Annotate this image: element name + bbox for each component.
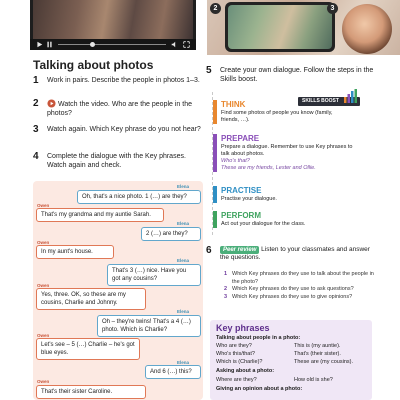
question-number: 1 xyxy=(224,271,228,277)
video-play-icon[interactable] xyxy=(47,99,56,108)
peer-review-badge: Peer review xyxy=(220,246,259,254)
step-text: Listen to your classmates and answer the questions. xyxy=(220,246,370,261)
question-number: 2 xyxy=(224,286,228,292)
photo-strip xyxy=(0,0,400,55)
girl-portrait xyxy=(342,4,392,54)
dialogue-bubble-owen: In my aunt's house. xyxy=(36,245,114,259)
video-thumbnail xyxy=(33,0,193,39)
key-phrase: This is (my auntie). xyxy=(294,343,341,349)
section-title: Talking about photos xyxy=(33,58,154,72)
speaker-label: Elena xyxy=(177,309,190,314)
phone-photo xyxy=(225,2,335,52)
fullscreen-icon[interactable] xyxy=(183,41,190,48)
skills-head: PREPARE xyxy=(221,134,260,143)
skills-block-think xyxy=(213,100,363,124)
question-item xyxy=(224,294,374,302)
pause-icon[interactable] xyxy=(46,41,53,48)
dialogue-bubble-elena: 2 (…) are they? xyxy=(141,227,201,241)
speaker-label: Owen xyxy=(37,240,50,245)
speaker-label: Owen xyxy=(37,203,50,208)
speaker-label: Elena xyxy=(177,258,190,263)
dialogue-bubble-owen: Yes, three. OK, so these are my cousins, Charlie and Johnny. xyxy=(36,288,146,310)
key-phrase: That's (their sister). xyxy=(294,351,341,357)
question-text: Which Key phrases do they use to ask questions? xyxy=(232,286,354,292)
dialogue-bubble-elena: Oh – they're twins! That's a 4 (…) photo. Which is Charlie? xyxy=(97,315,201,337)
dialogue-bubble-owen: Let's see – 5 (…) Charlie – he's got blue eyes. xyxy=(36,338,140,360)
step-5 xyxy=(206,66,374,84)
key-phrase: Who's this/that? xyxy=(216,351,255,357)
phone-screen xyxy=(228,5,332,49)
photo-phone-and-girl xyxy=(207,0,400,55)
key-phrase: Which is (Charlie)? xyxy=(216,359,263,365)
speaker-label: Elena xyxy=(177,184,190,189)
step-number: 5 xyxy=(206,65,212,76)
photo-number-badge: 3 xyxy=(327,3,338,14)
step-2 xyxy=(33,99,205,118)
speaker-label: Elena xyxy=(177,221,190,226)
step-text: Watch again. Which Key phrase do you not hear? xyxy=(47,126,201,133)
dialogue-bubble-elena: Oh, that's a nice photo. 1 (…) are they? xyxy=(77,190,201,204)
video-progress-track[interactable] xyxy=(58,44,166,45)
step-1 xyxy=(33,76,205,85)
step-text: Complete the dialogue with the Key phrases. Watch again and check. xyxy=(47,153,186,169)
video-controls xyxy=(30,39,196,50)
question-number: 3 xyxy=(224,293,228,300)
skills-text: Practise your dialogue. xyxy=(221,196,277,202)
dialogue-bubble-owen: That's their sister Caroline. xyxy=(36,385,146,399)
key-phrase: These are (my cousins). xyxy=(294,359,353,365)
dialogue-box xyxy=(33,181,203,400)
play-icon[interactable] xyxy=(36,41,43,48)
key-phrase: How old is she? xyxy=(294,377,333,383)
step-number: 4 xyxy=(33,151,39,162)
question-item xyxy=(224,286,374,294)
question-text: Which Key phrases do they use to give opinions? xyxy=(232,293,353,300)
photo-number-badge: 2 xyxy=(210,3,221,14)
video-progress-handle[interactable] xyxy=(90,42,95,47)
step-text: Watch the video. Who are the people in the photos? xyxy=(47,101,192,117)
step-4 xyxy=(33,152,205,170)
skills-example: These are my friends, Lester and Ollie. xyxy=(221,165,316,171)
key-phrases-box xyxy=(210,320,372,400)
key-phrases-subheading: Talking about people in a photo: xyxy=(216,335,301,341)
skills-boost-banner: SKILLS BOOST xyxy=(298,97,360,106)
skills-example: Who's that? xyxy=(221,158,250,164)
dialogue-bubble-owen: That's my grandma and my auntie Sarah. xyxy=(36,208,164,222)
skills-text: Find some photos of people you know (family, friends, …). xyxy=(221,110,333,123)
skills-block-perform xyxy=(213,211,363,228)
step-text: Work in pairs. Describe the people in photos 1–3. xyxy=(47,77,200,84)
video-player[interactable] xyxy=(30,0,196,50)
skills-block-practise xyxy=(213,186,363,203)
speaker-label: Elena xyxy=(177,360,190,365)
skills-block-prepare xyxy=(213,134,363,172)
step-number: 6 xyxy=(206,245,212,256)
speaker-label: Owen xyxy=(37,333,50,338)
key-phrases-title: Key phrases xyxy=(216,323,270,333)
step-3 xyxy=(33,125,205,134)
question-text: Which Key phrases do they use to talk about the people in the photo? xyxy=(232,271,374,285)
key-phrase: Where are they? xyxy=(216,377,257,383)
key-phrases-subheading: Asking about a photo: xyxy=(216,368,275,374)
key-phrases-subheading: Giving an opinion about a photo: xyxy=(216,386,303,392)
skills-boost-box xyxy=(212,92,362,235)
skills-head: PRACTISE xyxy=(221,186,262,195)
step-text-wrap xyxy=(47,99,205,118)
step-number: 2 xyxy=(33,98,39,109)
speaker-label: Owen xyxy=(37,379,50,384)
dialogue-bubble-elena: And 6 (…) this? xyxy=(145,365,201,379)
skills-head: THINK xyxy=(221,100,246,109)
question-list xyxy=(224,271,374,301)
volume-icon[interactable] xyxy=(171,41,178,48)
step-6 xyxy=(206,246,374,262)
key-phrase: Who are they? xyxy=(216,343,252,349)
question-item xyxy=(224,271,374,286)
step-number: 1 xyxy=(33,75,39,86)
skills-text: Prepare a dialogue. Remember to use Key phrases to talk about photos. xyxy=(221,144,353,157)
step-text: Create your own dialogue. Follow the steps in the Skills boost. xyxy=(220,67,374,83)
skills-text: Act out your dialogue for the class. xyxy=(221,221,306,227)
dialogue-bubble-elena: That's 3 (…) nice. Have you got any cousins? xyxy=(107,264,201,286)
speaker-label: Owen xyxy=(37,283,50,288)
skills-head: PERFORM xyxy=(221,211,261,220)
step-number: 3 xyxy=(33,124,39,135)
step-text-wrap xyxy=(220,246,374,262)
